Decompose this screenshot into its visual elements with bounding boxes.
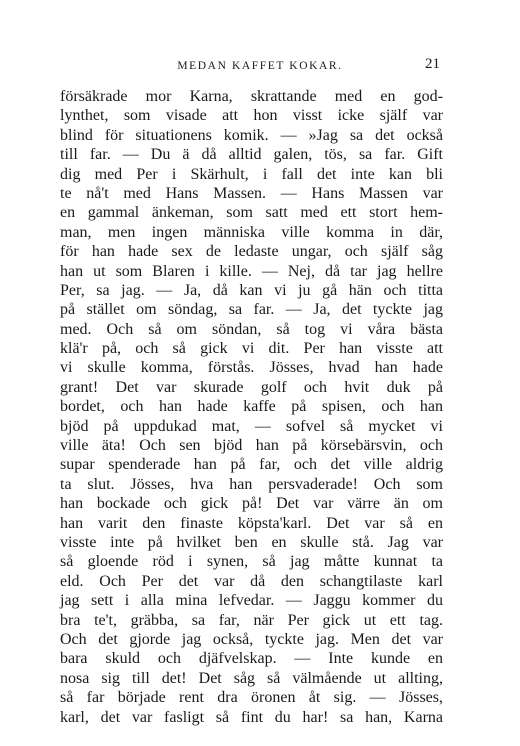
body-text (60, 87, 443, 727)
text-line: försäkrade mor Karna, skrattande med en god- (60, 88, 443, 105)
text-line: han bockade och gick på! Det var värre än om (60, 495, 443, 513)
text-line: grant! Det var skurade golf och hvit duk på (60, 378, 443, 396)
text-line: för han hade sex de ledaste ungar, och själf såg (60, 243, 443, 261)
text-line: han varit den finaste köpsta'karl. Det var så en (60, 514, 443, 532)
text-line: bra te't, gräbba, sa far, när Per gick ut ett tag. (60, 611, 443, 629)
text-line: ville äta! Och sen bjöd han på körsebärsvin, och (60, 437, 443, 455)
text-line: supar spenderade han på far, och det ville aldrig (60, 456, 443, 474)
text-line: lynthet, som visade att hon visst icke själf var (60, 107, 443, 125)
text-line: nosa sig till det! Det såg så välmående ut allting, (60, 669, 443, 687)
text-line: jag sett i alla mina lefvedar. — Jaggu kommer du (60, 592, 443, 610)
page-number: 21 (425, 56, 440, 72)
text-line: Per, sa jag. — Ja, då kan vi ju gå hän och titta (60, 281, 443, 299)
text-line: te nå't med Hans Massen. — Hans Massen var (60, 184, 443, 202)
text-line: bordet, och han hade kaffe på spisen, och han (60, 398, 443, 416)
text-line: så far började rent dra öronen åt sig. — Jösses, (60, 689, 443, 707)
text-line: på stället om söndag, sa far. — Ja, det tyckte jag (60, 301, 443, 319)
text-line: klä'r på, och så gick vi dit. Per han visste att (60, 340, 443, 358)
text-line: så gloende röd i synen, så jag måtte kunnat ta (60, 553, 443, 571)
running-head: MEDAN KAFFET KOKAR. (177, 60, 343, 72)
text-line: karl, det var fasligt så fint du har! sa han, Karna (60, 708, 443, 726)
text-line: bara skuld och djäfvelskap. — Inte kunde en (60, 650, 443, 668)
text-line: Och det gjorde jag också, tyckte jag. Men det var (60, 630, 443, 648)
text-line: ta slut. Jösses, hva han persvaderade! Och som (60, 475, 443, 493)
text-line: till far. — Du ä då alltid galen, tös, sa far. Gift (60, 146, 443, 164)
text-line: dig med Per i Skärhult, i fall det inte kan bli (60, 165, 443, 183)
text-line: man, men ingen människa ville komma in där, (60, 223, 443, 241)
text-line: blind för situationens komik. — »Jag sa det också (60, 126, 443, 144)
text-line: han ut som Blaren i kille. — Nej, då tar jag hellre (60, 262, 443, 280)
text-line: bjöd på uppdukad mat, — sofvel så mycket vi (60, 417, 443, 435)
text-line: med. Och så om söndan, så tog vi våra bästa (60, 320, 443, 338)
text-line: visste inte på hvilket ben en skulle stå. Jag var (60, 533, 443, 551)
text-line: eld. Och Per det var då den schangtilaste karl (60, 572, 443, 590)
text-line: vi skulle komma, förstås. Jösses, hvad han hade (60, 359, 443, 377)
text-line: en gammal änkeman, som satt med ett stort hem- (60, 204, 443, 222)
